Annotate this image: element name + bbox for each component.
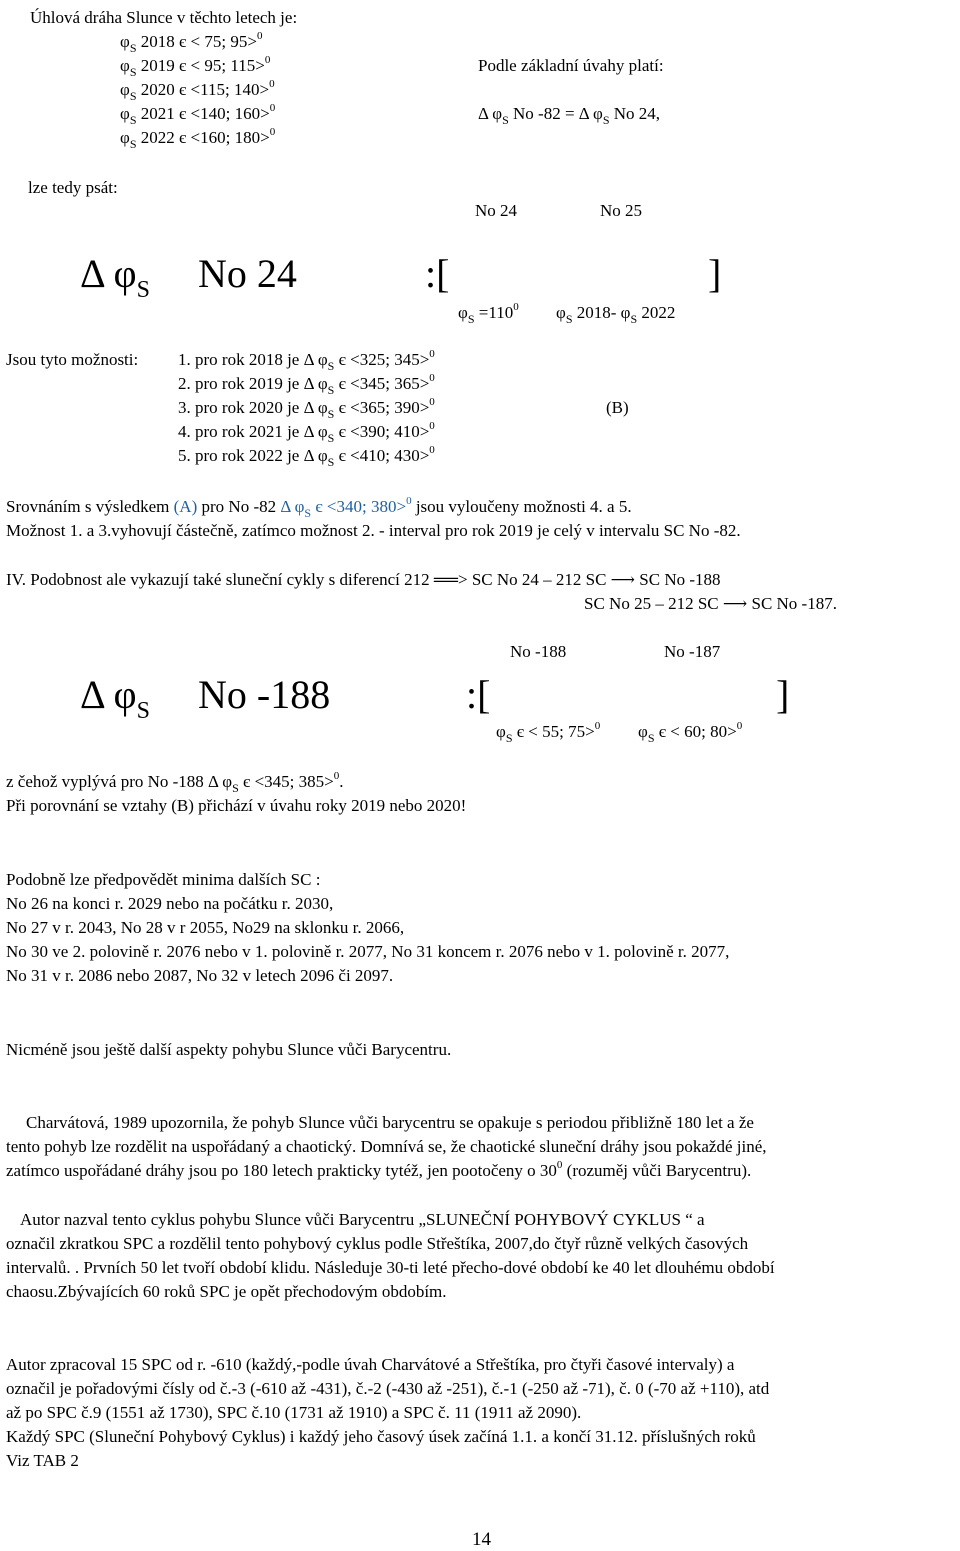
prediction-line: No 31 v r. 2086 nebo 2087, No 32 v letech 2096 či 2097. [6,966,394,985]
range-item: $\varphi_S$ 2018 є < 75; 95>$^0$ [120,30,263,55]
paragraph-line: Každý SPC (Sluneční Pohybový Cyklus) i každý jeho časový úsek začíná 1.1. a končí 31.12. příslušných roků [6,1427,756,1446]
nevertheless-text: Nicméně jsou ještě další aspekty pohybu Slunce vůči Barycentru. [6,1040,452,1059]
block1-col2: No 25 [600,201,643,220]
prediction-line: No 30 ve 2. polovině r. 2076 nebo v 1. polovině r. 2077, No 31 koncem r. 2076 nebo v 1. polovině r. 2077, [6,942,730,961]
paragraph-line: Autor nazval tento cyklus pohybu Slunce vůči Barycentru „SLUNEČNÍ POHYBOVÝ CYKLUS “ a [20,1210,705,1229]
paragraph-line: intervalů. . Prvních 50 let tvoří období klidu. Následuje 30-ti leté přecho-dové období ke 40 let dlouhému období [6,1258,775,1277]
result-line1: z čehož vyplývá pro No -188 Δ $\varphi_S$ є <345; 385>$^0$. [6,770,344,795]
cycles-line1: IV. Podobnost ale vykazují také sluneční cykly s diferencí 212 ══> SC No 24 – 212 SC ⟶ SC No -188 [6,570,721,589]
paragraph-line: Charvátová, 1989 upozornila, že pohyb Slunce vůči barycentru se opakuje s periodou přibližně 180 let a že [26,1113,754,1132]
comparison-line1: Srovnáním s výsledkem (A) pro No -82 Δ $\varphi_S$ є <340; 380>$^0$ jsou vyloučeny možnosti 4. a 5. [6,495,632,520]
page-number: 14 [472,1529,491,1550]
block1-name: No 24 [198,251,297,296]
paragraph-line: zatímco uspořádané dráhy jsou po 180 letech prakticky tytéž, jen pootočeny o $30^0$ (rozuměj vůči Barycentru). [6,1159,752,1180]
block2-close-bracket: ] [776,672,790,717]
result-line2: Při porovnání se vztahy (B) přichází v úvahu roky 2019 nebo 2020! [6,796,467,815]
block2-range-a: $\varphi_S$ є < 55; 75>$^0$ [496,720,601,745]
option-item: 3. pro rok 2020 je Δ $\varphi_S$ є <365; 390>$^0$ [178,396,435,421]
lze-text: lze tedy psát: [28,178,118,197]
block2-open-bracket: :[ [466,672,491,717]
paragraph-line: tento pohyb lze rozdělit na uspořádaný a chaotický. Domnívá se, že chaotické sluneční dráhy jsou pokaždé jiné, [6,1137,767,1156]
paragraph-line: Autor zpracoval 15 SPC od r. -610 (každý,-podle úvah Charvátové a Střeštíka, pro čtyři časové intervaly) a [6,1355,735,1374]
block1-close-bracket: ] [708,251,722,296]
intro-heading: Úhlová dráha Slunce v těchto letech je: [30,8,298,27]
option-item: 2. pro rok 2019 je Δ $\varphi_S$ є <345; 365>$^0$ [178,372,435,397]
options-label: Jsou tyto možnosti: [6,350,139,369]
paragraph-line: až po SPC č.9 (1551 až 1730), SPC č.10 (1731 až 1910) a SPC č. 11 (1911 až 2090). [6,1403,582,1422]
block2-range-b: $\varphi_S$ є < 60; 80>$^0$ [638,720,743,745]
block1-open-bracket: :[ [425,251,450,296]
equality-line: Δ $\varphi_S$ No -82 = Δ $\varphi_S$ No 24, [478,104,661,127]
block2-delta: Δ $\varphi_S$ [80,672,150,724]
paragraph-line: chaosu.Zbývajících 60 roků SPC je opět přechodovým obdobím. [6,1282,447,1301]
block1-delta: Δ $\varphi_S$ [80,251,150,303]
prediction-line: No 27 v r. 2043, No 28 v r 2055, No29 na sklonku r. 2066, [6,918,405,937]
block1-col1: No 24 [475,201,518,220]
block2-col1: No -188 [510,642,567,661]
cycles-line2: SC No 25 – 212 SC ⟶ SC No -187. [584,594,837,613]
paragraph-line: označil je pořadovými čísly od č.-3 (-610 až -431), č.-2 (-430 až -251), č.-1 (-250 až -71), č. 0 (-70 až +110), atd [6,1379,770,1398]
range-item: $\varphi_S$ 2021 є <140; 160>$^0$ [120,102,276,127]
paragraph-line: Viz TAB 2 [6,1451,79,1470]
range-item: $\varphi_S$ 2019 є < 95; 115>$^0$ [120,54,271,79]
paragraph-line: označil zkratkou SPC a rozdělil tento pohybový cyklus podle Střeštíka, 2007,do čtyř různě velkých časových [6,1234,749,1253]
block1-phi-value: $\varphi_S =110^0$ [458,301,519,326]
options-marker-b: (B) [606,398,629,417]
option-item: 1. pro rok 2018 je Δ $\varphi_S$ є <325; 345>$^0$ [178,348,435,373]
option-item: 5. pro rok 2022 je Δ $\varphi_S$ є <410; 430>$^0$ [178,444,435,469]
comparison-line2: Možnost 1. a 3.vyhovují částečně, zatímco možnost 2. - interval pro rok 2019 je celý v intervalu SC No -82. [6,521,741,540]
range-item: $\varphi_S$ 2022 є <160; 180>$^0$ [120,126,276,151]
option-item: 4. pro rok 2021 je Δ $\varphi_S$ є <390; 410>$^0$ [178,420,435,445]
block1-phi-diff: $\varphi_S$ 2018- $\varphi_S$ 2022 [556,303,676,326]
prediction-line: Podobně lze předpovědět minima dalších SC : [6,870,321,889]
block2-name: No -188 [198,672,331,717]
prediction-line: No 26 na konci r. 2029 nebo na počátku r. 2030, [6,894,334,913]
block2-col2: No -187 [664,642,721,661]
basic-consideration: Podle základní úvahy platí: [478,56,664,75]
range-item: $\varphi_S$ 2020 є <115; 140>$^0$ [120,78,275,103]
